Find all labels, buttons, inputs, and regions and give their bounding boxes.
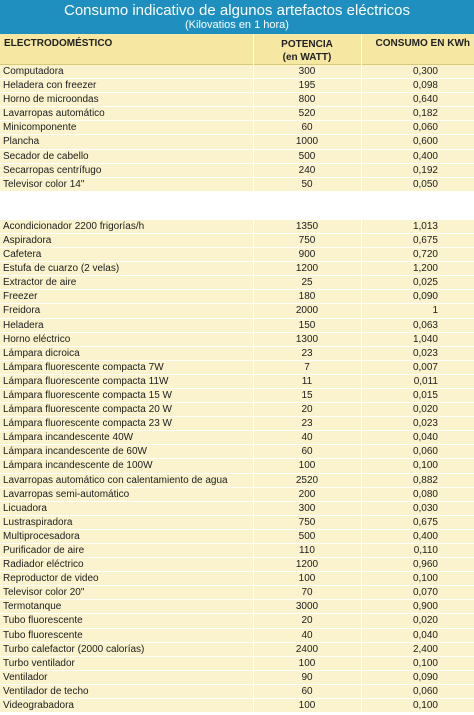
consumption-value: 0,720 (412, 249, 438, 261)
power-value: 70 (301, 587, 313, 599)
appliance-name: Minicomponente (3, 122, 77, 134)
table-row (0, 290, 474, 304)
consumption-value: 0,110 (413, 545, 438, 556)
consumption-value: 0,400 (412, 150, 438, 162)
consumption-value: 0,023 (412, 418, 438, 430)
consumption-value: 0,025 (412, 277, 438, 289)
table-row (0, 699, 474, 713)
consumption-value: 0,060 (412, 446, 438, 458)
consumption-value: 0,050 (412, 178, 438, 190)
table-row (0, 643, 474, 657)
consumption-value: 0,020 (412, 404, 438, 416)
table-row (0, 657, 474, 671)
header-power (253, 34, 361, 64)
table-row (0, 276, 474, 290)
appliance-name: Freezer (3, 291, 38, 303)
table-row (0, 502, 474, 516)
table-row (0, 558, 474, 572)
appliance-name: Termotanque (3, 601, 62, 613)
appliance-name: Tubo fluorescente (3, 629, 83, 641)
consumption-value: 0,040 (412, 629, 438, 641)
consumption-value: 0,960 (412, 559, 438, 571)
appliance-name: Ventilador (3, 671, 48, 683)
table-row (0, 347, 474, 361)
table-group-1 (0, 65, 474, 192)
consumption-value: 0,100 (412, 460, 438, 472)
title-bar (0, 0, 474, 34)
consumption-value: 0,040 (412, 432, 438, 444)
consumption-value: 0,070 (412, 587, 438, 599)
power-value: 100 (298, 700, 316, 712)
consumption-value: 0,063 (412, 319, 438, 331)
appliance-name: Freidora (3, 305, 41, 317)
appliance-name: Ventilador de techo (3, 685, 89, 697)
appliance-name: Videograbadora (3, 700, 74, 712)
header-appliance: ELECTRODOMÉSTICO (4, 38, 113, 49)
power-value: 3000 (295, 601, 319, 613)
consumption-value: 0,100 (412, 573, 438, 585)
table-row (0, 431, 474, 445)
consumption-value: 0,300 (412, 66, 438, 77)
column-separator (253, 34, 254, 715)
power-value: 40 (301, 432, 313, 444)
group-gap (0, 192, 474, 220)
consumption-value: 0,011 (413, 375, 438, 387)
consumption-value: 0,007 (412, 361, 438, 373)
power-value: 2520 (295, 474, 319, 486)
power-value: 900 (298, 249, 316, 261)
table-row (0, 262, 474, 276)
appliance-name: Lámpara fluorescente compacta 15 W (3, 389, 172, 401)
consumption-value: 0,020 (412, 615, 438, 627)
appliance-name: Reproductor de video (3, 573, 99, 585)
appliance-name: Licuadora (3, 502, 47, 514)
power-value: 100 (298, 657, 316, 669)
table-row (0, 361, 474, 375)
appliance-name: Secador de cabello (3, 150, 89, 162)
consumption-value: 1 (432, 305, 438, 317)
appliance-name: Extractor de aire (3, 277, 77, 289)
consumption-value: 0,400 (412, 530, 438, 542)
power-value: 40 (301, 629, 313, 641)
appliance-name: Aspiradora (3, 234, 52, 246)
table-header (0, 34, 474, 65)
power-value: 520 (298, 108, 316, 120)
power-value: 2000 (295, 305, 319, 317)
table-row (0, 135, 474, 149)
power-value: 23 (301, 418, 313, 430)
consumption-value: 0,060 (412, 685, 438, 697)
consumption-value: 0,098 (412, 80, 438, 92)
power-value: 300 (298, 502, 316, 514)
table-row (0, 417, 474, 431)
table-row (0, 445, 474, 459)
power-value: 240 (298, 164, 316, 176)
power-value: 60 (301, 685, 313, 697)
power-value: 50 (301, 178, 313, 190)
consumption-value: 0,192 (412, 164, 438, 176)
consumption-value: 1,013 (412, 220, 438, 232)
page-title: Consumo indicativo de algunos artefactos eléctricos (63, 2, 411, 19)
appliance-name: Plancha (3, 136, 40, 148)
table-row (0, 586, 474, 600)
appliance-name: Lámpara incandescente de 100W (3, 460, 153, 472)
table-row (0, 150, 474, 164)
consumption-value: 0,023 (412, 347, 438, 359)
power-value: 7 (304, 361, 310, 373)
power-value: 11 (301, 375, 313, 387)
table-row (0, 403, 474, 417)
power-value: 1300 (295, 333, 319, 345)
consumption-value: 1,200 (412, 263, 438, 275)
appliance-name: Lámpara fluorescente compacta 11W (3, 375, 169, 387)
table-row (0, 375, 474, 389)
table-row (0, 333, 474, 347)
appliance-name: Lavarropas automático (3, 108, 105, 120)
table-row (0, 79, 474, 93)
appliance-name: Horno eléctrico (3, 333, 71, 345)
power-value: 60 (301, 122, 313, 134)
appliance-name: Lavarropas automático con calentamiento de agua (3, 474, 228, 486)
header-power-line1: POTENCIA (281, 39, 333, 50)
appliance-name: Acondicionador 2200 frigorías/h (3, 220, 145, 232)
power-value: 300 (298, 66, 316, 77)
appliance-name: Radiador eléctrico (3, 559, 84, 571)
appliance-name: Lámpara fluorescente compacta 20 W (3, 404, 172, 416)
table-row (0, 121, 474, 135)
power-value: 2400 (295, 643, 319, 655)
table-row (0, 600, 474, 614)
table-row (0, 516, 474, 530)
consumption-value: 0,640 (412, 94, 438, 106)
table-row (0, 65, 474, 79)
appliance-name: Purificador de aire (3, 545, 85, 556)
power-value: 20 (301, 615, 313, 627)
power-value: 23 (301, 347, 313, 359)
consumption-value: 0,675 (412, 516, 438, 528)
power-value: 800 (298, 94, 316, 106)
power-value: 150 (298, 319, 316, 331)
consumption-value: 1,040 (412, 333, 438, 345)
appliance-name: Turbo calefactor (2000 calorías) (3, 643, 145, 655)
power-value: 90 (301, 671, 313, 683)
appliance-name: Computadora (3, 66, 64, 77)
power-value: 1350 (295, 220, 319, 232)
power-value: 500 (298, 150, 316, 162)
appliance-name: Televisor color 14" (3, 178, 85, 190)
table-row (0, 304, 474, 318)
appliance-name: Estufa de cuarzo (2 velas) (3, 263, 120, 275)
table-row (0, 107, 474, 121)
table-row (0, 544, 474, 558)
appliance-name: Lámpara dicroica (3, 347, 80, 359)
power-value: 750 (298, 516, 316, 528)
power-value: 180 (298, 291, 316, 303)
power-value: 1200 (295, 263, 319, 275)
appliance-name: Lustraspiradora (3, 516, 73, 528)
consumption-value: 2,400 (412, 643, 438, 655)
appliance-name: Turbo ventilador (3, 657, 75, 669)
table-row (0, 629, 474, 643)
consumption-value: 0,675 (412, 234, 438, 246)
table-row (0, 614, 474, 628)
power-value: 110 (299, 545, 315, 556)
consumption-value: 0,882 (412, 474, 438, 486)
consumption-value: 0,090 (412, 291, 438, 303)
appliance-name: Tubo fluorescente (3, 615, 83, 627)
consumption-value: 0,100 (412, 657, 438, 669)
consumption-value: 0,090 (412, 671, 438, 683)
appliance-name: Lámpara incandescente 40W (3, 432, 134, 444)
appliance-name: Lámpara incandescente de 60W (3, 446, 147, 458)
power-value: 100 (298, 460, 316, 472)
appliance-name: Secarropas centrífugo (3, 164, 102, 176)
table-row (0, 530, 474, 544)
column-separator (361, 34, 362, 715)
consumption-value: 0,015 (412, 389, 438, 401)
consumption-value: 0,600 (412, 136, 438, 148)
consumption-value: 0,182 (412, 108, 438, 120)
appliance-name: Televisor color 20" (3, 587, 85, 599)
power-value: 195 (298, 80, 316, 92)
header-power-line2: (en WATT) (282, 52, 332, 63)
appliance-name: Cafetera (3, 249, 42, 261)
table-row (0, 671, 474, 685)
appliance-name: Lavarropas semi-automático (3, 488, 130, 500)
header-consumption: CONSUMO EN KWh (375, 38, 470, 49)
consumption-value: 0,100 (412, 700, 438, 712)
power-value: 25 (301, 277, 313, 289)
table-row (0, 474, 474, 488)
power-value: 100 (298, 573, 316, 585)
appliance-name: Lámpara fluorescente compacta 7W (3, 361, 164, 373)
consumption-value: 0,900 (412, 601, 438, 613)
power-value: 20 (301, 404, 313, 416)
table-row (0, 164, 474, 178)
power-value: 200 (298, 488, 316, 500)
table-row (0, 389, 474, 403)
appliance-name: Heladera (3, 319, 44, 331)
consumption-value: 0,080 (412, 488, 438, 500)
table-group-2 (0, 220, 474, 713)
table-row (0, 459, 474, 473)
power-value: 750 (298, 234, 316, 246)
appliance-name: Horno de microondas (3, 94, 99, 106)
power-value: 60 (301, 446, 313, 458)
table-row (0, 319, 474, 333)
page-subtitle: (Kilovatios en 1 hora) (185, 19, 289, 31)
table-row (0, 685, 474, 699)
table-row (0, 248, 474, 262)
power-value: 1000 (295, 136, 319, 148)
appliance-name: Lámpara fluorescente compacta 23 W (3, 418, 172, 430)
table-row (0, 488, 474, 502)
appliance-name: Multiprocesadora (3, 530, 80, 542)
table-row (0, 93, 474, 107)
table-row (0, 572, 474, 586)
table-row (0, 178, 474, 192)
table-row (0, 220, 474, 234)
power-value: 500 (298, 530, 316, 542)
table-row (0, 234, 474, 248)
power-value: 15 (301, 389, 313, 401)
consumption-value: 0,030 (412, 502, 438, 514)
power-value: 1200 (295, 559, 319, 571)
appliance-name: Heladera con freezer (3, 80, 97, 92)
consumption-value: 0,060 (412, 122, 438, 134)
